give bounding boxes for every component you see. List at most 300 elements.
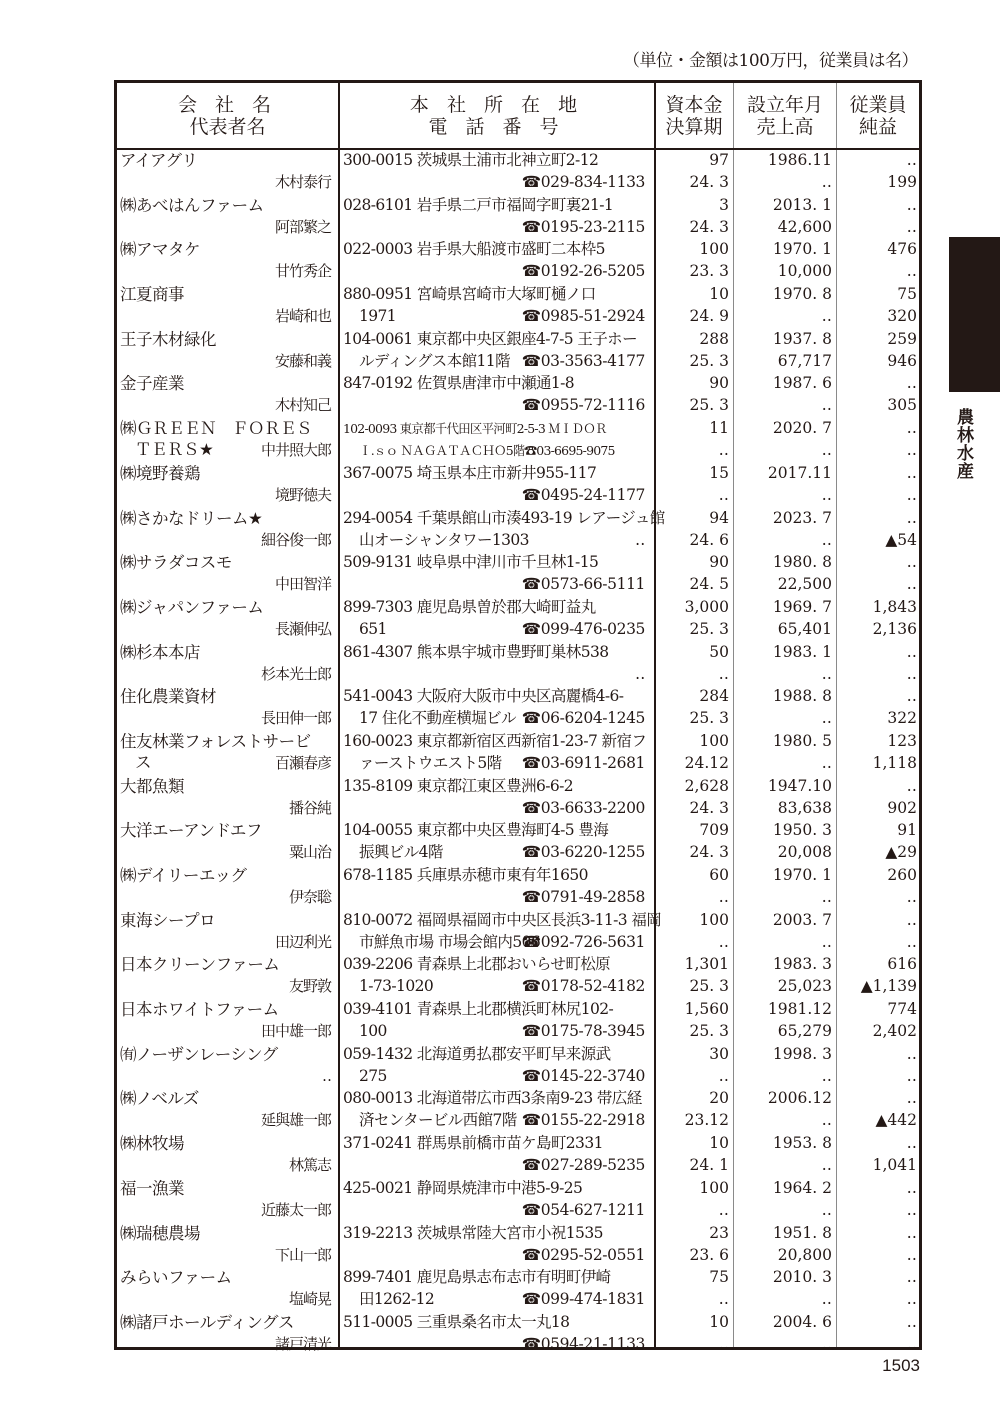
capital: 30 <box>709 1044 729 1063</box>
capital: 60 <box>709 866 729 884</box>
founded-date: 1998. 3 <box>772 1044 832 1063</box>
company-name: 王子木材緑化 <box>120 329 216 349</box>
table-row <box>117 1178 919 1223</box>
founded-date: 1983. 1 <box>772 642 832 661</box>
net-profit: ‥ <box>906 1245 917 1264</box>
phone-number: ‥ <box>635 530 645 549</box>
representative: 諸戸清光 <box>274 1334 331 1353</box>
company-name: 日本ホワイトファーム <box>120 1000 279 1020</box>
fiscal-period: 25. 3 <box>689 619 729 638</box>
sales: ‥ <box>821 1111 832 1130</box>
sales: ‥ <box>821 932 832 951</box>
table-row <box>117 1267 919 1312</box>
phone-number: ☎0295-52-0551 <box>521 1245 645 1264</box>
table-row <box>117 1312 919 1357</box>
address-continued: 17 住化不動産横堀ビル <box>359 709 516 728</box>
capital: 97 <box>709 151 729 169</box>
representative: 木村泰行 <box>274 173 331 191</box>
phone-number: ☎0985-51-2924 <box>521 307 645 326</box>
fiscal-period: 24. 6 <box>689 530 729 549</box>
company-name: ㈱境野養鶏 <box>120 463 200 483</box>
fiscal-period: ‥ <box>718 1066 729 1085</box>
fiscal-period: 24. 5 <box>689 575 729 594</box>
capital: 90 <box>709 374 729 393</box>
company-name: 東海シープロ <box>120 910 216 930</box>
sales: ‥ <box>821 485 832 504</box>
address: 899-7303 鹿児島県曽於郡大崎町益丸 <box>343 597 596 616</box>
fiscal-period: 25. 3 <box>689 709 729 728</box>
fiscal-period: ‥ <box>718 932 729 951</box>
founded-date: 1983. 3 <box>772 955 832 974</box>
address: 425-0021 静岡県焼津市中港5-9-25 <box>343 1178 583 1197</box>
capital: 11 <box>709 419 729 438</box>
founded-date: 1988. 8 <box>772 687 832 706</box>
founded-date: 2013. 1 <box>772 195 832 214</box>
address: 039-4101 青森県上北郡横浜町林尻102- <box>343 1000 614 1019</box>
table-row <box>117 1223 919 1268</box>
address: 028-6101 岩手県二戸市福岡字町裏21-1 <box>343 195 614 214</box>
phone-number: ☎0178-52-4182 <box>521 977 645 996</box>
phone-number: ☎0195-23-2115 <box>521 217 645 236</box>
company-name: ㈱林牧場 <box>120 1134 184 1154</box>
sales: ‥ <box>821 1156 832 1175</box>
representative: 長瀬伸弘 <box>274 619 331 638</box>
address: 371-0241 群馬県前橋市苗ケ島町2331 <box>343 1134 603 1153</box>
address: 080-0013 北海道帯広市西3条南9-23 帯広経 <box>343 1089 642 1108</box>
employees: 1,843 <box>872 597 917 616</box>
founded-date: 1947.10 <box>767 776 832 795</box>
net-profit: ‥ <box>906 1066 917 1085</box>
company-name: ㈱ノベルズ <box>120 1089 199 1109</box>
company-name: ㈱あべはんファーム <box>120 195 264 215</box>
employees: 774 <box>887 1000 917 1019</box>
employees: ‥ <box>906 687 917 706</box>
founded-date: 1970. 8 <box>772 285 832 304</box>
employees: ‥ <box>906 1268 917 1287</box>
table-row <box>117 865 919 910</box>
employees: 123 <box>887 731 917 750</box>
representative: 阿部繁之 <box>274 217 331 236</box>
sales: 67,717 <box>777 351 832 370</box>
fiscal-period: 24. 3 <box>689 798 729 817</box>
capital: 1,560 <box>684 1000 729 1019</box>
capital: 284 <box>699 687 729 706</box>
header-address: 本 社 所 在 地 電 話 番 号 <box>409 93 584 138</box>
company-name: ㈱瑞穂農場 <box>120 1223 200 1243</box>
capital: 2,628 <box>684 776 729 795</box>
fiscal-period: 23. 3 <box>689 262 729 281</box>
section-label: 農林水産 <box>953 408 973 480</box>
phone-number: ☎03-3563-4177 <box>521 351 645 370</box>
employees: ‥ <box>906 151 917 169</box>
company-name: 大洋エーアンドエフ <box>120 821 262 841</box>
company-name: ㈱ジャパンファーム <box>120 597 264 617</box>
net-profit: 2,402 <box>872 1022 917 1041</box>
table-body <box>117 150 919 1357</box>
phone-number: ☎0594-21-1133 <box>521 1334 645 1353</box>
company-name: 日本クリーンファーム <box>120 955 280 975</box>
fiscal-period: 25. 3 <box>689 977 729 996</box>
net-profit: 946 <box>887 351 917 370</box>
company-name: みらいファーム <box>120 1268 232 1288</box>
employees: ‥ <box>906 508 917 527</box>
employees: 259 <box>887 329 917 348</box>
phone-number: ‥ <box>635 664 645 683</box>
sales: ‥ <box>821 1290 832 1309</box>
sales: 25,023 <box>777 977 832 996</box>
net-profit: ‥ <box>906 262 917 281</box>
representative: 田辺利光 <box>274 932 331 951</box>
company-name: ㈱アマタケ <box>120 240 200 260</box>
company-name: 福一漁業 <box>120 1178 184 1198</box>
sales: ‥ <box>821 441 832 460</box>
phone-number: ☎0495-24-1177 <box>521 485 645 504</box>
phone-number: ☎0175-78-3945 <box>521 1022 645 1041</box>
net-profit: 1,118 <box>872 753 917 772</box>
phone-number: ☎029-834-1133 <box>521 173 645 191</box>
table-row <box>117 642 919 687</box>
sales: ‥ <box>821 1200 832 1219</box>
address: 059-1432 北海道勇払郡安平町早来源武 <box>343 1044 611 1063</box>
net-profit: ‥ <box>906 441 917 460</box>
founded-date: 1969. 7 <box>772 597 832 616</box>
founded-date: 2004. 6 <box>772 1312 832 1331</box>
address-continued: 1971 <box>359 307 397 326</box>
net-profit: ‥ <box>906 932 917 951</box>
net-profit: ▲54 <box>885 530 917 549</box>
net-profit: ‥ <box>906 888 917 906</box>
representative: 甘竹秀企 <box>274 262 331 281</box>
table-header <box>117 83 919 150</box>
net-profit: ▲442 <box>875 1111 917 1130</box>
company-name: 住友林業フォレストサービ <box>120 731 311 751</box>
employees: ‥ <box>906 1178 917 1197</box>
address-continued: 済センタービル西館7階 <box>359 1111 517 1130</box>
fiscal-period: 24. 3 <box>689 843 729 862</box>
table-row <box>117 150 919 195</box>
fiscal-period: 24.12 <box>684 753 729 772</box>
capital: 3 <box>719 195 729 214</box>
address: 367-0075 埼玉県本庄市新井955-117 <box>343 463 597 482</box>
fiscal-period: 23. 6 <box>689 1245 729 1264</box>
sales: ‥ <box>821 753 832 772</box>
sales: ‥ <box>821 396 832 415</box>
fiscal-period: ‥ <box>718 1290 729 1309</box>
capital: 1,301 <box>684 955 729 974</box>
fiscal-period: 24. 1 <box>689 1156 729 1175</box>
founded-date: 1937. 8 <box>772 329 832 348</box>
representative: 延與雄一郎 <box>260 1111 331 1130</box>
net-profit: ‥ <box>906 1290 917 1309</box>
representative: 長田伸一郎 <box>260 709 331 728</box>
net-profit: ‥ <box>906 1334 917 1353</box>
employees: ‥ <box>906 1044 917 1063</box>
representative: 杉本光士郎 <box>260 664 331 683</box>
capital: 10 <box>709 1134 729 1153</box>
founded-date: 1980. 5 <box>772 731 832 750</box>
company-name-continued: ス <box>135 752 151 772</box>
sales: ‥ <box>821 664 832 683</box>
founded-date: 1950. 3 <box>772 821 832 840</box>
employees: 616 <box>887 955 917 974</box>
table-row <box>117 284 919 329</box>
phone-number: ☎099-476-0235 <box>521 619 645 638</box>
founded-date: 1970. 1 <box>772 240 832 259</box>
employees: 476 <box>887 240 917 259</box>
company-name: 住化農業資材 <box>120 687 216 707</box>
employees: ‥ <box>906 1089 917 1108</box>
address: 039-2206 青森県上北郡おいらせ町松原 <box>343 955 611 974</box>
capital: 100 <box>699 731 729 750</box>
fiscal-period: 24. 3 <box>689 217 729 236</box>
capital: 90 <box>709 553 729 572</box>
unit-note: （単位・金額は100万円，従業員は名） <box>623 51 918 71</box>
phone-number: ☎0145-22-3740 <box>521 1066 645 1085</box>
capital: 20 <box>709 1089 729 1108</box>
representative: 安藤和義 <box>274 351 331 370</box>
address: 104-0055 東京都中央区豊海町4-5 豊海 <box>343 821 609 840</box>
sales: ‥ <box>821 709 832 728</box>
address-continued: 275 <box>359 1066 387 1085</box>
representative: 塩崎晃 <box>288 1290 331 1309</box>
fiscal-period: 23.12 <box>684 1111 729 1130</box>
founded-date: 2003. 7 <box>772 910 832 929</box>
founded-date: 1986.11 <box>767 151 832 169</box>
employees: ‥ <box>906 642 917 661</box>
fiscal-period: 24. 9 <box>689 307 729 326</box>
representative: ‥ <box>321 1066 331 1085</box>
fiscal-period: ‥ <box>718 441 729 460</box>
representative: 下山一郎 <box>274 1245 331 1264</box>
address-continued: 山オーシャンタワー1303 <box>359 530 529 549</box>
sales: ‥ <box>821 307 832 326</box>
representative: 友野敦 <box>288 977 331 996</box>
company-name: ㈱デイリーエッグ <box>120 866 247 885</box>
phone-number: ☎0955-72-1116 <box>521 396 645 415</box>
phone-number: ☎092-726-5631 <box>521 932 645 951</box>
section-tab <box>949 237 1000 392</box>
founded-date: 2006.12 <box>767 1089 832 1108</box>
table-row <box>117 1088 919 1133</box>
company-name: ㈲ノーザンレーシング <box>120 1044 278 1064</box>
company-name: 江夏商事 <box>120 285 184 305</box>
sales: 22,500 <box>777 575 832 594</box>
fiscal-period: ‥ <box>718 664 729 683</box>
net-profit: 2,136 <box>872 619 917 638</box>
capital: 75 <box>709 1268 729 1287</box>
company-name: ㈱諸戸ホールディングス <box>120 1312 294 1332</box>
representative: 田中雄一郎 <box>260 1022 331 1041</box>
founded-date: 1953. 8 <box>772 1134 832 1153</box>
company-name: 金子産業 <box>120 374 184 394</box>
company-name: アイアグリ <box>120 151 198 170</box>
address: 160-0023 東京都新宿区西新宿1-23-7 新宿フ <box>343 731 647 750</box>
address: 102-0093 東京都千代田区平河町2-5-3 ＭＩＤＯＲ <box>343 421 607 437</box>
capital: 94 <box>709 508 729 527</box>
address: 022-0003 岩手県大船渡市盛町二本枠5 <box>343 240 605 259</box>
address-continued: Ｉ.ｓｏ ＮＡＧＡＴＡＣＨＯ5階☎03-6695-9075 <box>359 443 615 459</box>
founded-date: 2010. 3 <box>772 1268 832 1287</box>
founded-date: 2020. 7 <box>772 419 832 438</box>
net-profit: ▲1,139 <box>860 977 917 996</box>
founded-date: 1970. 1 <box>772 866 832 884</box>
address-continued: 1-73-1020 <box>359 977 434 996</box>
fiscal-period: ‥ <box>718 888 729 906</box>
sales: 65,401 <box>777 619 832 638</box>
address: 847-0192 佐賀県唐津市中瀬通1-8 <box>343 374 575 393</box>
employees: ‥ <box>906 776 917 795</box>
address: 541-0043 大阪府大阪市中央区高麗橋4-6- <box>343 687 624 706</box>
table-row <box>117 776 919 821</box>
employees: ‥ <box>906 374 917 393</box>
phone-number: ☎0573-66-5111 <box>521 575 645 594</box>
address: 678-1185 兵庫県赤穂市東有年1650 <box>343 866 588 884</box>
address-continued: 市鮮魚市場 市場会館内506 <box>359 932 541 951</box>
representative: 中田智洋 <box>274 575 331 594</box>
table-row <box>117 731 919 776</box>
table-row <box>117 418 919 463</box>
capital: 10 <box>709 1312 729 1331</box>
sales: 42,600 <box>777 217 832 236</box>
address: 135-8109 東京都江東区豊洲6-6-2 <box>343 776 574 795</box>
table-row <box>117 463 919 508</box>
phone-number: ☎06-6204-1245 <box>521 709 645 728</box>
header-capital: 資本金 決算期 <box>665 93 723 138</box>
founded-date: 1987. 6 <box>772 374 832 393</box>
table-row <box>117 195 919 240</box>
fiscal-period: ‥ <box>718 1200 729 1219</box>
capital: 10 <box>709 285 729 304</box>
table-row <box>117 508 919 553</box>
phone-number: ☎0155-22-2918 <box>521 1111 645 1130</box>
phone-number: ☎03-6633-2200 <box>521 798 645 817</box>
address-continued: 100 <box>359 1022 387 1041</box>
address-continued: ルディングス本館11階 <box>359 351 510 370</box>
sales: 20,008 <box>777 843 832 862</box>
capital: 100 <box>699 910 729 929</box>
sales: 10,000 <box>777 262 832 281</box>
net-profit: 1,041 <box>872 1156 917 1175</box>
page-number: 1503 <box>882 1356 920 1375</box>
net-profit: 199 <box>887 173 917 191</box>
sales: 83,638 <box>777 798 832 817</box>
phone-number: ☎03-6220-1255 <box>521 843 645 862</box>
header-employees: 従業員 純益 <box>849 93 907 138</box>
net-profit: 902 <box>887 798 917 817</box>
table-row <box>117 999 919 1044</box>
address: 300-0015 茨城県土浦市北神立町2-12 <box>343 151 599 169</box>
capital: 15 <box>709 463 729 482</box>
employees: 91 <box>897 821 917 840</box>
fiscal-period: 25. 3 <box>689 351 729 370</box>
employees: ‥ <box>906 463 917 482</box>
employees: ‥ <box>906 553 917 572</box>
address: 104-0061 東京都中央区銀座4-7-5 王子ホー <box>343 329 637 348</box>
net-profit: 320 <box>887 307 917 326</box>
employees: ‥ <box>906 419 917 438</box>
phone-number: ☎0791-49-2858 <box>521 888 645 906</box>
address-continued: 651 <box>359 619 387 638</box>
representative: 粟山治 <box>288 843 331 862</box>
phone-number: ☎027-289-5235 <box>521 1156 645 1175</box>
capital: 23 <box>709 1223 729 1242</box>
capital: 288 <box>699 329 729 348</box>
phone-number: ☎03-6911-2681 <box>521 753 645 772</box>
capital: 100 <box>699 1178 729 1197</box>
company-table <box>114 80 922 1353</box>
representative: 中井照大郎 <box>260 441 331 460</box>
address-continued: 田1262-12 <box>359 1290 435 1309</box>
net-profit: 322 <box>887 709 917 728</box>
address-continued: ァーストウエスト5階 <box>359 753 502 772</box>
founded-date: 2023. 7 <box>772 508 832 527</box>
fiscal-period: ‥ <box>718 1334 729 1353</box>
founded-date: 1980. 8 <box>772 553 832 572</box>
header-founded: 設立年月 売上高 <box>746 93 823 138</box>
net-profit: ‥ <box>906 664 917 683</box>
address: 810-0072 福岡県福岡市中央区長浜3-11-3 福岡 <box>343 910 662 929</box>
phone-number: ☎0192-26-5205 <box>521 262 645 281</box>
table-row <box>117 954 919 999</box>
phone-number: ☎099-474-1831 <box>521 1290 645 1309</box>
company-name: 大都魚類 <box>120 776 184 796</box>
fiscal-period: 25. 3 <box>689 396 729 415</box>
table-row <box>117 910 919 955</box>
capital: 709 <box>699 821 729 840</box>
table-row <box>117 373 919 418</box>
address: 319-2213 茨城県常陸大宮市小祝1535 <box>343 1223 603 1242</box>
company-name: ㈱サラダコスモ <box>120 553 232 573</box>
net-profit: ‥ <box>906 485 917 504</box>
capital: 50 <box>709 642 729 661</box>
table-row <box>117 552 919 597</box>
representative: 伊奈聡 <box>288 888 331 906</box>
table-row <box>117 597 919 642</box>
address: 511-0005 三重県桑名市太一丸18 <box>343 1312 570 1331</box>
capital: 100 <box>699 240 729 259</box>
employees: 75 <box>897 285 917 304</box>
address: 861-4307 熊本県宇城市豊野町巣林538 <box>343 642 609 661</box>
founded-date: 1981.12 <box>767 1000 832 1019</box>
representative: 細谷俊一郎 <box>260 530 331 549</box>
sales: ‥ <box>821 530 832 549</box>
representative: 木村知己 <box>274 396 331 415</box>
net-profit: 305 <box>887 396 917 415</box>
net-profit: ‥ <box>906 217 917 236</box>
header-company: 会 社 名 代表者名 <box>177 93 278 138</box>
table-row <box>117 1044 919 1089</box>
representative: 播谷純 <box>288 798 331 817</box>
net-profit: ‥ <box>906 1200 917 1219</box>
capital: 3,000 <box>684 597 729 616</box>
representative: 百瀬春彦 <box>274 753 331 772</box>
employees: 260 <box>887 866 917 884</box>
address-continued: 振興ビル4階 <box>359 843 443 862</box>
sales: ‥ <box>821 1066 832 1085</box>
phone-number: ☎054-627-1211 <box>521 1200 645 1219</box>
representative: 岩崎和也 <box>274 307 331 326</box>
address: 880-0951 宮崎県宮崎市大塚町樋ノ口 <box>343 285 596 304</box>
fiscal-period: 25. 3 <box>689 1022 729 1041</box>
table-row <box>117 820 919 865</box>
net-profit: ▲29 <box>885 843 917 862</box>
representative: 境野徳夫 <box>274 485 331 504</box>
company-name: ㈱さかなドリーム★ <box>120 508 263 528</box>
company-name: ㈱杉本本店 <box>120 642 200 662</box>
address: 899-7401 鹿児島県志布志市有明町伊崎 <box>343 1268 611 1287</box>
address: 294-0054 千葉県館山市湊493-19 レアージュ館 <box>343 508 665 527</box>
company-name: ㈱ＧＲＥＥＮ ＦＯＲＥＳ <box>120 419 312 439</box>
